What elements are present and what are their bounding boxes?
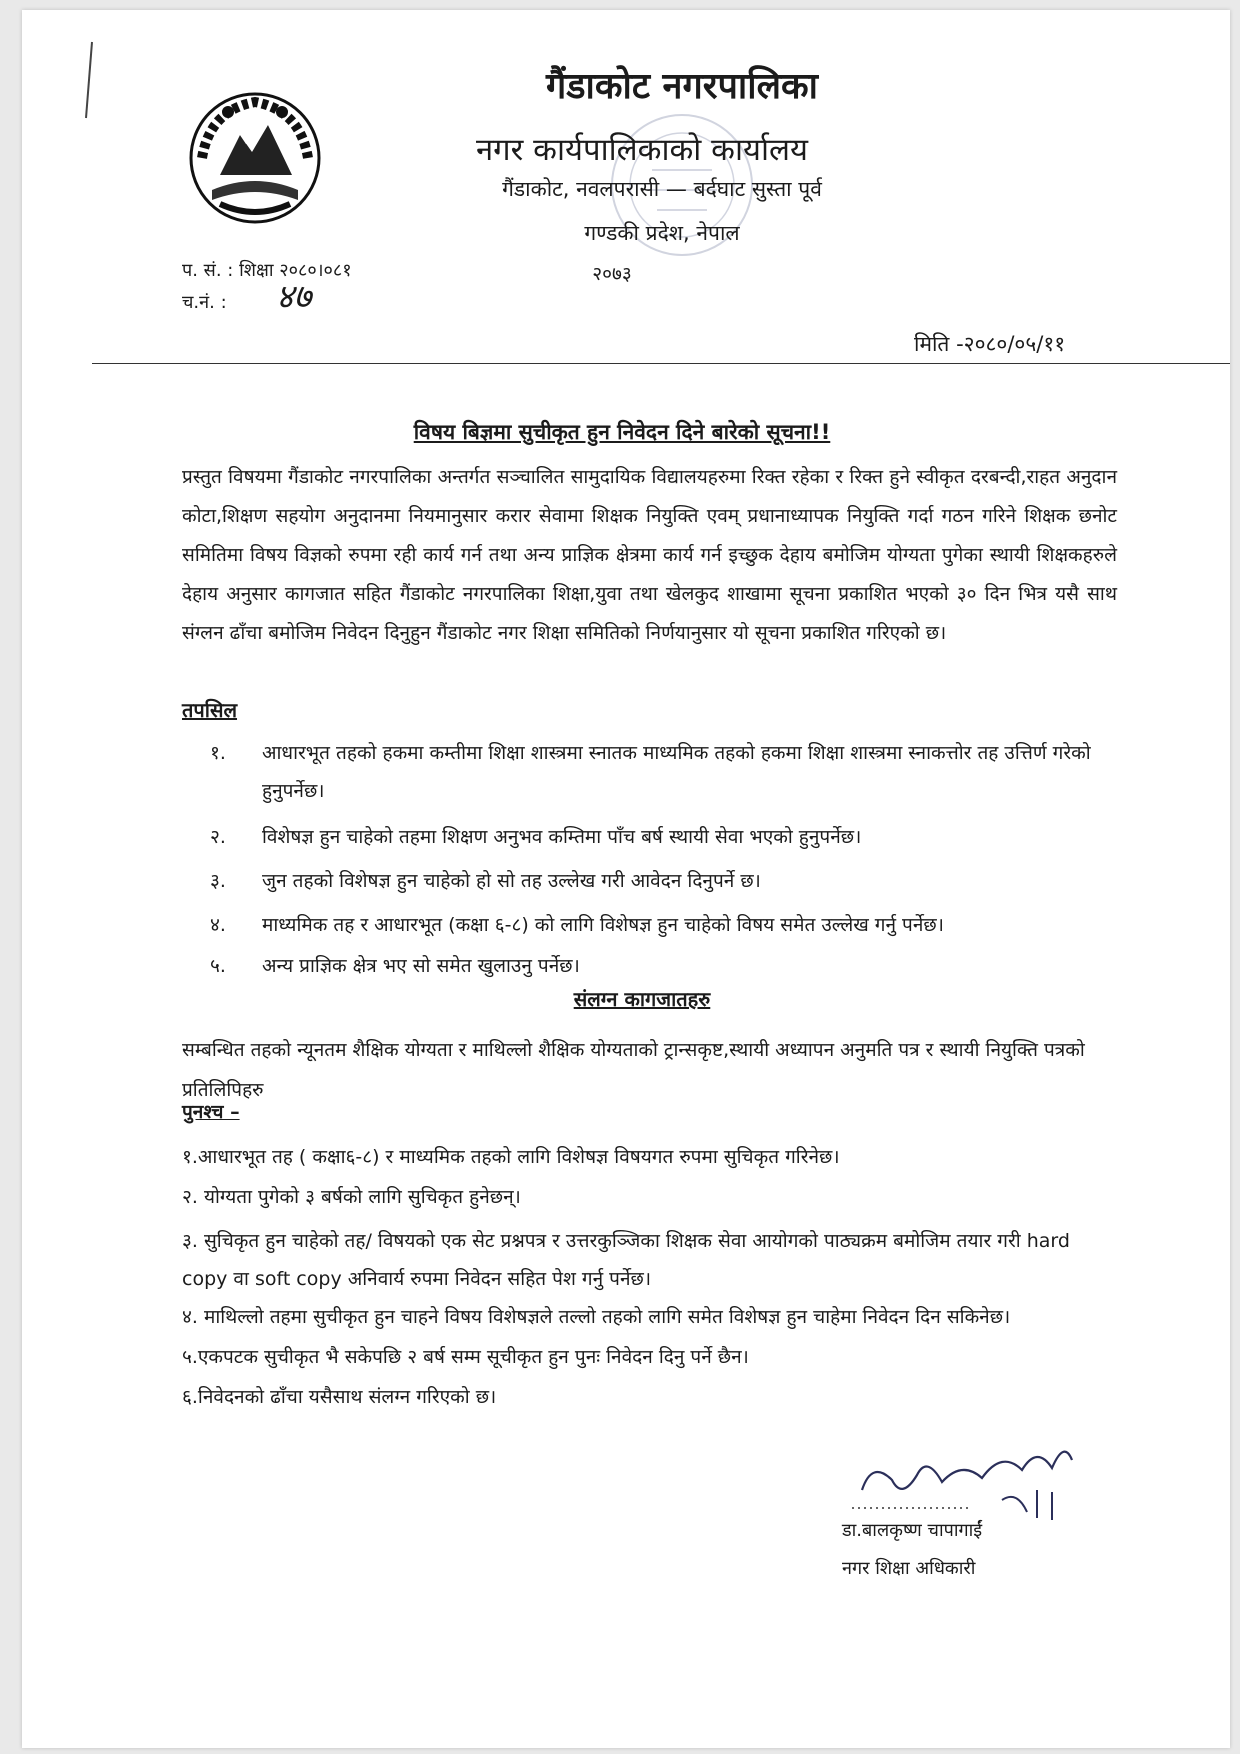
office-name: नगर कार्यपालिकाको कार्यालय — [475, 132, 809, 168]
item-text: माध्यमिक तह र आधारभूत (कक्षा ६-८) को लागि विशेषज्ञ हुन चाहेको विषय समेत उल्लेख गर्नु पर्नेछ। — [262, 914, 944, 936]
nepal-emblem-icon — [180, 80, 330, 230]
header-divider — [92, 363, 1230, 364]
item-number: ५. — [210, 955, 226, 977]
address-line-1: गैंडाकोट, नवलपरासी — बर्दघाट सुस्ता पूर्व — [502, 177, 822, 201]
item-number: ४. — [210, 914, 226, 936]
established-year: २०७३ — [592, 263, 632, 285]
letter-number: प. सं. : शिक्षा २०८०।०८१ — [182, 260, 352, 281]
dispatch-label: च.नं. : — [182, 292, 227, 313]
tapasil-item — [210, 734, 1110, 810]
item-text: आधारभूत तहको हकमा कम्तीमा शिक्षा शास्त्रमा स्नातक माध्यमिक तहको हकमा शिक्षा शास्त्रमा स्नाकत्तोर तह उत्तिर्ण गरेको हुनुपर्नेछ। — [262, 742, 1091, 802]
pen-mark — [82, 40, 96, 120]
item-number: २. — [210, 826, 226, 848]
letter-date: मिति -२०८०/०५/११ — [914, 332, 1066, 356]
tapasil-heading: तपसिल — [182, 698, 238, 722]
signatory-name: डा.बालकृष्ण चापागाईं — [842, 1520, 983, 1541]
dispatch-number: ४७ — [276, 277, 312, 317]
notice-subject: विषय बिज्ञमा सुचीकृत हुन निवेदन दिने बारेको सूचना!! — [413, 420, 831, 444]
item-number: १. — [210, 742, 226, 764]
organization-name: गैंडाकोट नगरपालिका — [546, 66, 818, 107]
attachments-text: सम्बन्धित तहको न्यूनतम शैक्षिक योग्यता र माथिल्लो शैक्षिक योग्यताको ट्रान्सकृष्ट,स्थायी अध्यापन अनुमति पत्र र स्थायी नियुक्ति पत्रको प्रतिलिपिहरु — [182, 1039, 1085, 1101]
tapasil-item — [210, 862, 1110, 900]
signatory-title: नगर शिक्षा अधिकारी — [842, 1558, 976, 1579]
address-line-2: गण्डकी प्रदेश, नेपाल — [584, 221, 740, 245]
postscript-note: १.आधारभूत तह ( कक्षा६-८) र माध्यमिक तहको लागि विशेषज्ञ विषयगत रुपमा सुचिकृत गरिनेछ। — [182, 1146, 840, 1168]
postscript-note: ४. माथिल्लो तहमा सुचीकृत हुन चाहने विषय विशेषज्ञले तल्लो तहको लागि समेत विशेषज्ञ हुन चाहेमा निवेदन दिन सकिनेछ। — [182, 1306, 1011, 1328]
punashcha-heading: पुनश्च – — [182, 1101, 240, 1123]
item-text: अन्य प्राज्ञिक क्षेत्र भए सो समेत खुलाउनु पर्नेछ। — [262, 955, 580, 977]
item-number: ३. — [210, 870, 226, 892]
postscript-note: ३. सुचिकृत हुन चाहेको तह/ विषयको एक सेट प्रश्नपत्र र उत्तरकुञ्जिका शिक्षक सेवा आयोगको पाठ्यक्रम बमोजिम तयार गरी hard copy वा soft copy अनिवार्य रुपमा निवेदन सहित पेश गर्नु पर्नेछ। — [182, 1230, 1070, 1290]
postscript-note: ५.एकपटक सुचीकृत भै सकेपछि २ बर्ष सम्म सूचीकृत हुन पुनः निवेदन दिनु पर्ने छैन। — [182, 1346, 749, 1368]
tapasil-item — [210, 818, 1110, 856]
item-text: जुन तहको विशेषज्ञ हुन चाहेको हो सो तह उल्लेख गरी आवेदन दिनुपर्ने छ। — [262, 870, 761, 892]
postscript-note: २. योग्यता पुगेको ३ बर्षको लागि सुचिकृत हुनेछन्। — [182, 1186, 521, 1208]
tapasil-item — [210, 947, 1110, 985]
item-text: विशेषज्ञ हुन चाहेको तहमा शिक्षण अनुभव कम्तिमा पाँच बर्ष स्थायी सेवा भएको हुनुपर्नेछ। — [262, 826, 862, 848]
notice-body: प्रस्तुत विषयमा गैंडाकोट नगरपालिका अन्तर्गत सञ्चालित सामुदायिक विद्यालयहरुमा रिक्त रहेका र रिक्त हुने स्वीकृत दरबन्दी,राहत अनुदान कोटा,शिक्षण सहयोग अनुदानमा नियमानुसार करार सेवामा शिक्षक नियुक्ति एवम् प्रधानाध्यापक नियुक्ति गर्दा गठन गरिने शिक्षक छनोट समितिमा विषय विज्ञको रुपमा रही कार्य गर्न तथा अन्य प्राज्ञिक क्षेत्रमा कार्य गर्न इच्छुक देहाय बमोजिम योग्यता पुगेका स्थायी शिक्षकहरुले देहाय अनुसार कागजात सहित गैंडाकोट नगरपालिका शिक्षा,युवा तथा खेलकुद शाखामा सूचना प्रकाशित भएको ३० दिन भित्र यसै साथ संग्लन ढाँचा बमोजिम निवेदन दिनुहुन गैंडाकोट नगर शिक्षा समितिको निर्णयानुसार यो सूचना प्रकाशित गरिएको छ। — [182, 466, 1117, 644]
postscript-note: ६.निवेदनको ढाँचा यसैसाथ संलग्न गरिएको छ। — [182, 1386, 497, 1408]
document-page — [22, 10, 1230, 1748]
attachments-heading: संलग्न कागजातहरु — [573, 987, 711, 1011]
tapasil-item — [210, 906, 1110, 944]
